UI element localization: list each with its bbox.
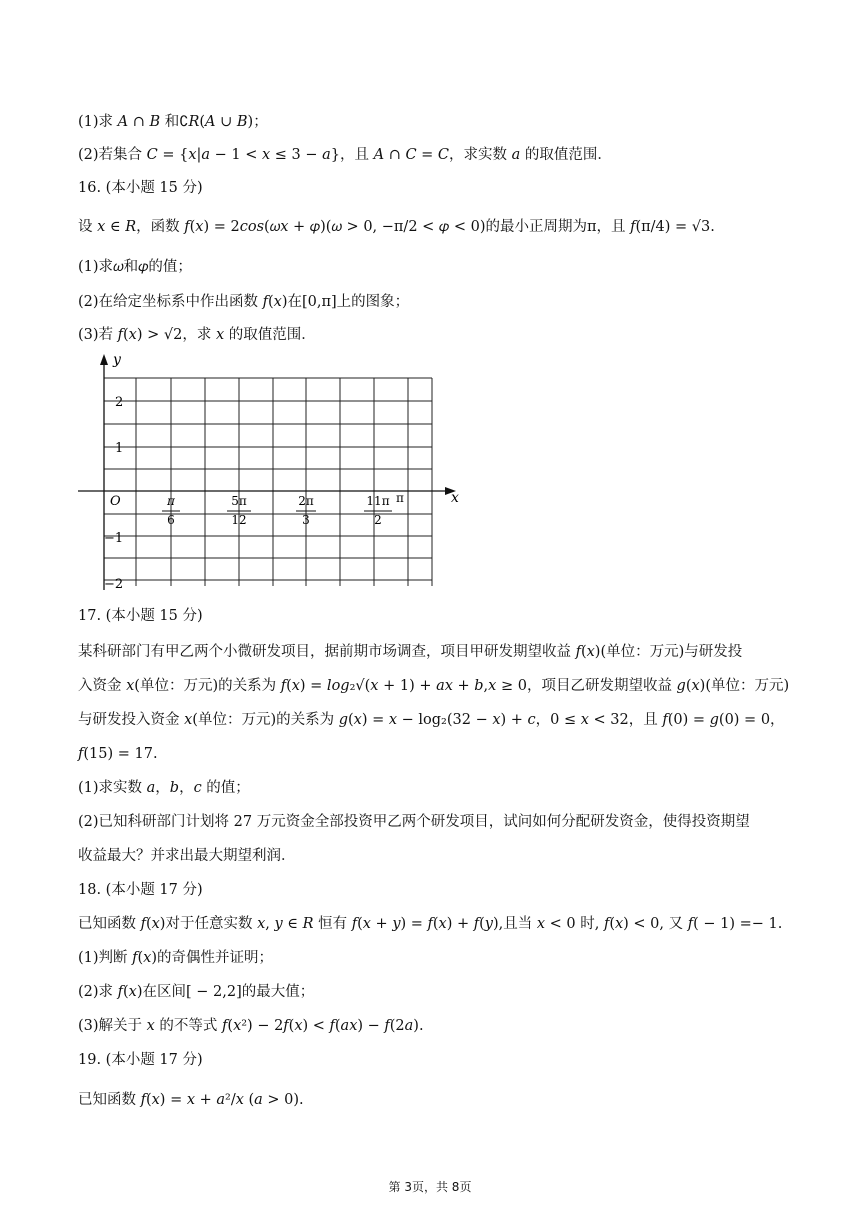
svg-text:5π: 5π: [231, 494, 247, 508]
origin-label: O: [110, 494, 121, 509]
y-tick-neg2: −2: [104, 577, 124, 592]
text-line-5: (1)求𝜔和𝜑的值；: [78, 259, 192, 275]
svg-text:6: 6: [167, 513, 175, 527]
text-line-20: (3)解关于 𝑥 的不等式 𝑓(𝑥²) − 2𝑓(𝑥) < 𝑓(𝑎𝑥) − 𝑓(2𝑎).: [78, 1018, 424, 1034]
text-line-10: 入资金 𝑥(单位：万元)的关系为 𝑓(𝑥) = 𝑙𝑜𝑔₂√(𝑥 + 1) + 𝑎𝑥 + 𝑏,𝑥 ≥ 0，项目乙研发期望收益 𝑔(𝑥)(单位：万元): [78, 678, 790, 694]
svg-text:3: 3: [302, 513, 310, 527]
x-tick-pi: π: [396, 491, 404, 505]
text-line-14: (2)已知科研部门计划将 27 万元资金全部投资甲乙两个研发项目，试问如何分配研发资金，使得投资期望: [78, 814, 750, 830]
svg-text:11π: 11π: [366, 494, 390, 508]
x-tick-pi-6: [162, 494, 180, 527]
text-line-9: 某科研部门有甲乙两个小微研发项目，据前期市场调查，项目甲研发期望收益 𝑓(𝑥)(单位：万元)与研发投: [78, 644, 743, 660]
y-tick-2: 2: [115, 395, 124, 410]
svg-text:2π: 2π: [298, 494, 314, 508]
text-line-8: 17. (本小题 15 分): [78, 608, 203, 624]
svg-text:π: π: [167, 494, 175, 508]
text-line-3: 16. (本小题 15 分): [78, 180, 203, 196]
y-axis-arrow: [100, 354, 108, 365]
x-axis-label: x: [451, 490, 459, 506]
coordinate-grid-figure: [70, 348, 470, 602]
y-axis-label: y: [113, 352, 121, 368]
grid-svg: [70, 348, 470, 598]
x-tick-2pi-3: [296, 494, 316, 527]
text-line-4: 设 𝑥 ∈ 𝑅，函数 𝑓(𝑥) = 2𝑐𝑜𝑠(𝜔𝑥 + 𝜑)(𝜔 > 0, −π/2 < 𝜑 < 0)的最小正周期为π，且 𝑓(π/4) = √3.: [78, 219, 715, 235]
text-line-19: (2)求 𝑓(𝑥)在区间[ − 2,2]的最大值；: [78, 984, 315, 1000]
text-line-6: (2)在给定坐标系中作出函数 𝑓(𝑥)在[0,π]上的图象；: [78, 294, 410, 310]
text-line-15: 收益最大？并求出最大期望利润．: [78, 848, 296, 864]
text-line-21: 19. (本小题 17 分): [78, 1052, 203, 1068]
y-tick-1: 1: [115, 441, 124, 456]
text-line-18: (1)判断 𝑓(𝑥)的奇偶性并证明；: [78, 950, 274, 966]
text-line-22: 已知函数 𝑓(𝑥) = 𝑥 + 𝑎²/𝑥 (𝑎 > 0).: [78, 1092, 304, 1108]
text-line-17: 已知函数 𝑓(𝑥)对于任意实数 𝑥, 𝑦 ∈ 𝑅 恒有 𝑓(𝑥 + 𝑦) = 𝑓(𝑥) + 𝑓(𝑦),且当 𝑥 < 0 时, 𝑓(𝑥) < 0, 又 𝑓( − 1) =− 1.: [78, 916, 783, 932]
text-line-2: (2)若集合 𝐶 = {𝑥|𝑎 − 1 < 𝑥 ≤ 3 − 𝑎}，且 𝐴 ∩ 𝐶 = 𝐶，求实数 𝑎 的取值范围．: [78, 147, 612, 163]
x-tick-5pi-12: [227, 494, 251, 527]
svg-text:2: 2: [374, 513, 382, 527]
text-line-1: (1)求 𝐴 ∩ 𝐵 和∁𝑅(𝐴 ∪ 𝐵)；: [78, 114, 268, 130]
page-footer: 第 3页，共 8页: [388, 1180, 472, 1194]
text-line-7: (3)若 𝑓(𝑥) > √2，求 𝑥 的取值范围．: [78, 327, 316, 343]
text-line-16: 18. (本小题 17 分): [78, 882, 203, 898]
svg-text:12: 12: [231, 513, 247, 527]
y-tick-neg1: −1: [104, 531, 124, 546]
text-line-12: 𝑓(15) = 17.: [78, 746, 158, 762]
text-line-11: 与研发投入资金 𝑥(单位：万元)的关系为 𝑔(𝑥) = 𝑥 − log₂(32 − 𝑥) + 𝑐，0 ≤ 𝑥 < 32，且 𝑓(0) = 𝑔(0) = 0，: [78, 712, 785, 728]
x-tick-11pi-2: [364, 494, 392, 527]
text-line-13: (1)求实数 𝑎，𝑏，𝑐 的值；: [78, 780, 250, 796]
